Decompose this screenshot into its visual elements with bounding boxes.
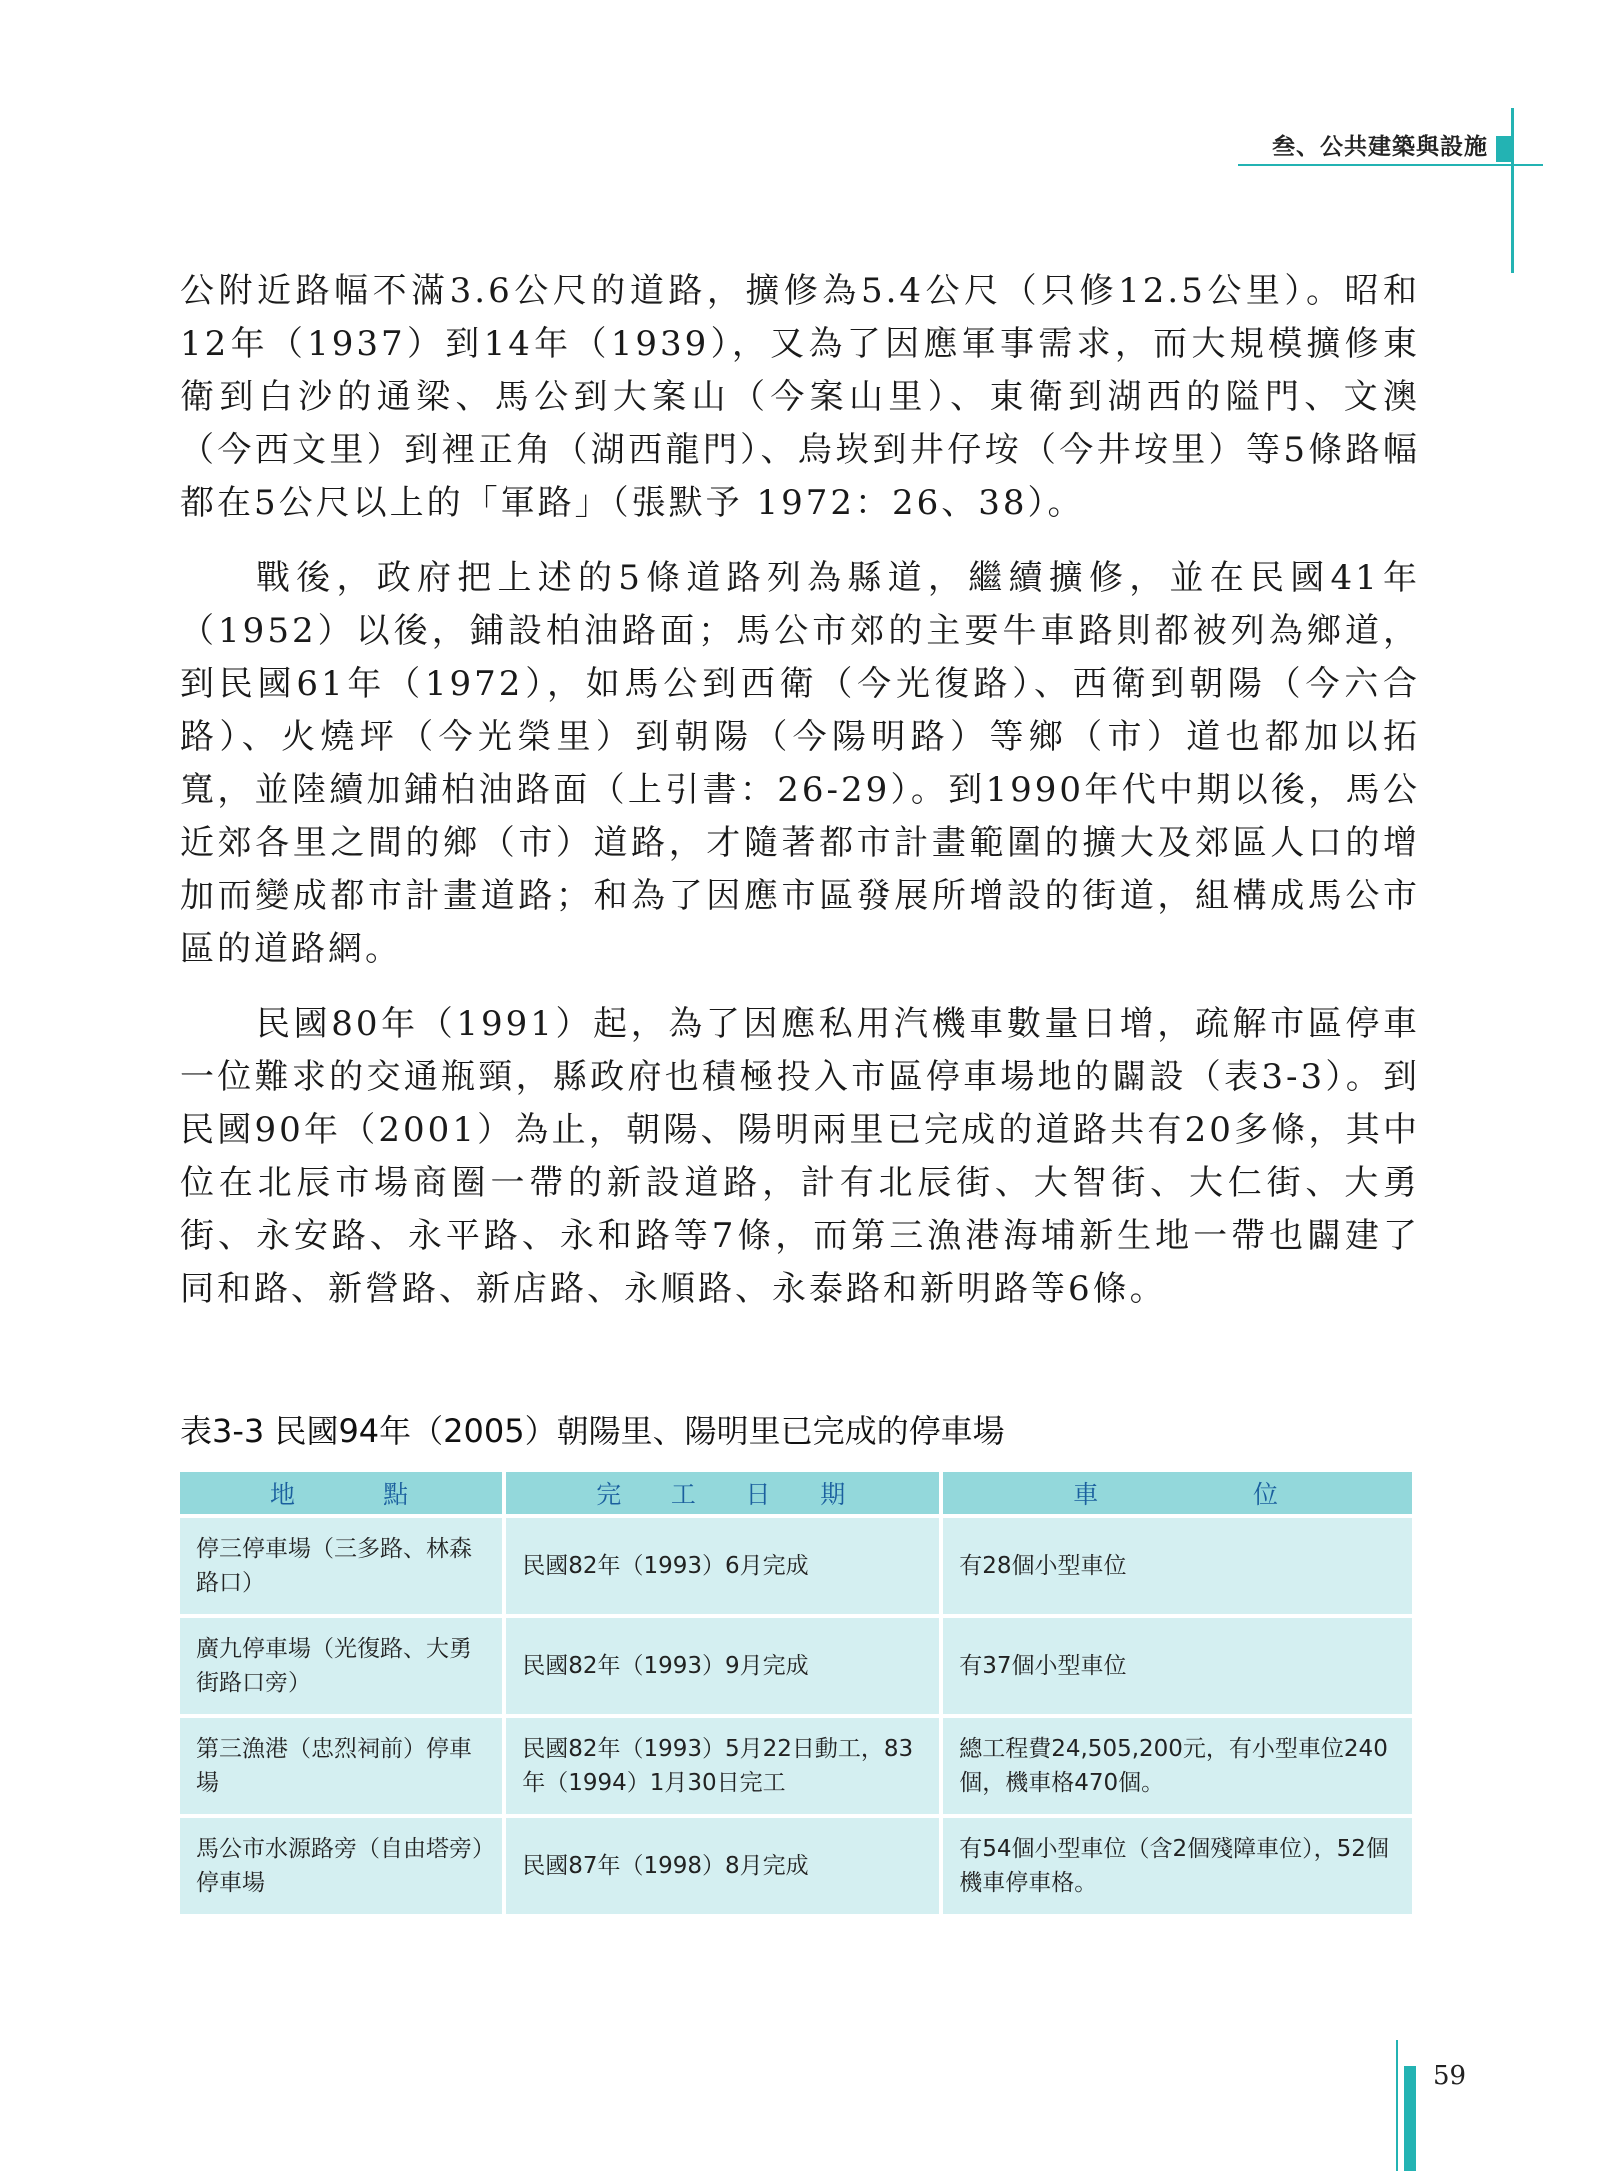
table-row [180, 1618, 1412, 1714]
table-row [180, 1818, 1412, 1914]
header-accent-line [1511, 108, 1514, 273]
cell-spaces: 有54個小型車位（含2個殘障車位），52個機車停車格。 [943, 1818, 1412, 1914]
header-date-char: 日 [745, 1480, 775, 1509]
header-spaces-char: 位 [1252, 1480, 1282, 1509]
parking-table [176, 1468, 1416, 1918]
header-date-char: 期 [820, 1480, 850, 1509]
table-caption: 表3-3 民國94年（2005）朝陽里、陽明里已完成的停車場 [180, 1412, 1005, 1450]
body-text [180, 265, 1420, 1338]
header-date-char: 完 [596, 1480, 626, 1509]
cell-spaces: 有37個小型車位 [943, 1618, 1412, 1714]
cell-spaces: 有28個小型車位 [943, 1518, 1412, 1614]
header-spaces [943, 1472, 1412, 1514]
header-accent-block [1496, 136, 1511, 162]
cell-location: 停三停車場（三多路、林森路口） [180, 1518, 502, 1614]
header-location [180, 1472, 502, 1514]
cell-date: 民國82年（1993）6月完成 [506, 1518, 939, 1614]
table-header-row [180, 1472, 1412, 1514]
paragraph-2: 戰後，政府把上述的5條道路列為縣道，繼續擴修，並在民國41年（1952）以後，鋪設柏油路面；馬公市郊的主要牛車路則都被列為鄉道，到民國61年（1972），如馬公到西衛（今光復路）、西衛到朝陽（今六合路）、火燒坪（今光榮里）到朝陽（今陽明路）等鄉（市）道也都加以拓寬，並陸續加鋪柏油路面（上引書：26-29）。到1990年代中期以後，馬公近郊各里之間的鄉（市）道路，才隨著都市計畫範圍的擴大及郊區人口的增加而變成都市計畫道路；和為了因應市區發展所增設的街道，組構成馬公市區的道路網。 [180, 558, 1420, 969]
footer-accent-bar [1404, 2066, 1416, 2171]
header-date [506, 1472, 939, 1514]
cell-date: 民國87年（1998）8月完成 [506, 1818, 939, 1914]
chapter-title: 叁、公共建築與設施 [1272, 133, 1488, 160]
cell-location: 廣九停車場（光復路、大勇街路口旁） [180, 1618, 502, 1714]
paragraph-1: 公附近路幅不滿3.6公尺的道路，擴修為5.4公尺（只修12.5公里）。昭和12年（1937）到14年（1939），又為了因應軍事需求，而大規模擴修東衛到白沙的通梁、馬公到大案山（今案山里）、東衛到湖西的隘門、文澳（今西文里）到裡正角（湖西龍門）、烏崁到井仔垵（今井垵里）等5條路幅都在5公尺以上的「軍路」（張默予 1972：26、38）。 [180, 271, 1420, 523]
table-row [180, 1718, 1412, 1814]
paragraph-3: 民國80年（1991）起，為了因應私用汽機車數量日增，疏解市區停車一位難求的交通瓶頸，縣政府也積極投入市區停車場地的闢設（表3-3）。到民國90年（2001）為止，朝陽、陽明兩里已完成的道路共有20多條，其中位在北辰市場商圈一帶的新設道路，計有北辰街、大智街、大仁街、大勇街、永安路、永平路、永和路等7條，而第三漁港海埔新生地一帶也闢建了同和路、新營路、新店路、永順路、永泰路和新明路等6條。 [180, 1004, 1420, 1309]
cell-date: 民國82年（1993）5月22日動工，83年（1994）1月30日完工 [506, 1718, 939, 1814]
cell-location: 第三漁港（忠烈祠前）停車場 [180, 1718, 502, 1814]
header-rule [1238, 164, 1543, 166]
header-spaces-char: 車 [1073, 1480, 1103, 1509]
header-date-char: 工 [670, 1480, 700, 1509]
cell-date: 民國82年（1993）9月完成 [506, 1618, 939, 1714]
cell-location: 馬公市水源路旁（自由塔旁）停車場 [180, 1818, 502, 1914]
footer-accent-line [1396, 2040, 1398, 2171]
cell-spaces: 總工程費24,505,200元，有小型車位240個，機車格470個。 [943, 1718, 1412, 1814]
table-row [180, 1518, 1412, 1614]
header-location-char: 地 [270, 1480, 300, 1509]
header-location-char: 點 [383, 1480, 413, 1509]
page-number: 59 [1433, 2061, 1467, 2091]
